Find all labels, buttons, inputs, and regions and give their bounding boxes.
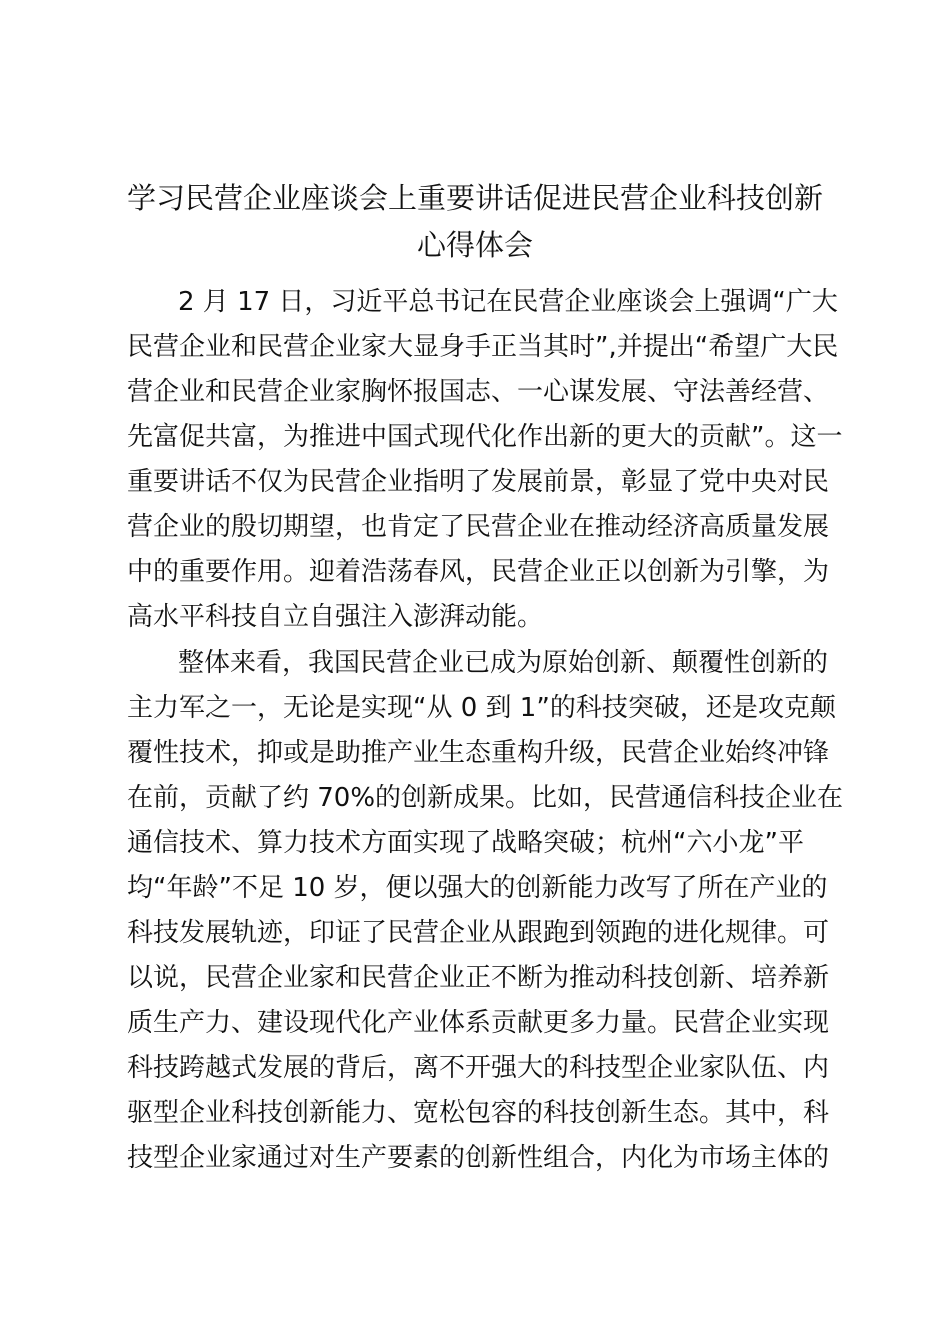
paragraph-2-line-7: 科技发展轨迹，印证了民营企业从跟跑到领跑的进化规律。可 <box>127 918 830 948</box>
paragraph-1-line-5: 重要讲话不仅为民营企业指明了发展前景，彰显了党中央对民 <box>127 467 830 497</box>
document-title-line-1: 学习民营企业座谈会上重要讲话促进民营企业科技创新 <box>126 181 823 215</box>
paragraph-2-line-8: 以说，民营企业家和民营企业正不断为推动科技创新、培养新 <box>127 963 830 993</box>
paragraph-2-line-3: 覆性技术，抑或是助推产业生态重构升级，民营企业始终冲锋 <box>127 738 830 768</box>
paragraph-2-line-1: 整体来看，我国民营企业已成为原始创新、颠覆性创新的 <box>178 648 829 678</box>
paragraph-2-line-11: 驱型企业科技创新能力、宽松包容的科技创新生态。其中，科 <box>127 1098 830 1128</box>
paragraph-2-line-6: 均“年龄”不足 10 岁，便以强大的创新能力改写了所在产业的 <box>127 873 828 903</box>
paragraph-1-line-8: 高水平科技自立自强注入澎湃动能。 <box>127 602 544 632</box>
paragraph-2-line-10: 科技跨越式发展的背后，离不开强大的科技型企业家队伍、内 <box>127 1053 830 1083</box>
paragraph-2-line-5: 通信技术、算力技术方面实现了战略突破；杭州“六小龙”平 <box>127 828 804 858</box>
paragraph-1-line-3: 营企业和民营企业家胸怀报国志、一心谋发展、守法善经营、 <box>127 377 830 407</box>
paragraph-2-line-4: 在前，贡献了约 70%的创新成果。比如，民营通信科技企业在 <box>127 783 844 813</box>
paragraph-2-line-2: 主力军之一，无论是实现“从 0 到 1”的科技突破，还是攻克颠 <box>127 693 836 723</box>
paragraph-1-line-2: 民营企业和民营企业家大显身手正当其时”,并提出“希望广大民 <box>127 332 839 362</box>
paragraph-1-line-6: 营企业的殷切期望，也肯定了民营企业在推动经济高质量发展 <box>127 512 830 542</box>
paragraph-2-line-12: 技型企业家通过对生产要素的创新性组合，内化为市场主体的 <box>127 1143 830 1173</box>
paragraph-1-line-7: 中的重要作用。迎着浩荡春风，民营企业正以创新为引擎，为 <box>127 557 830 587</box>
document-title-line-2: 心得体会 <box>416 228 533 262</box>
paragraph-2-line-9: 质生产力、建设现代化产业体系贡献更多力量。民营企业实现 <box>127 1008 830 1038</box>
paragraph-1-line-4: 先富促共富，为推进中国式现代化作出新的更大的贡献”。这一 <box>127 422 843 452</box>
paragraph-1-line-1: 2 月 17 日，习近平总书记在民营企业座谈会上强调“广大 <box>178 287 838 317</box>
